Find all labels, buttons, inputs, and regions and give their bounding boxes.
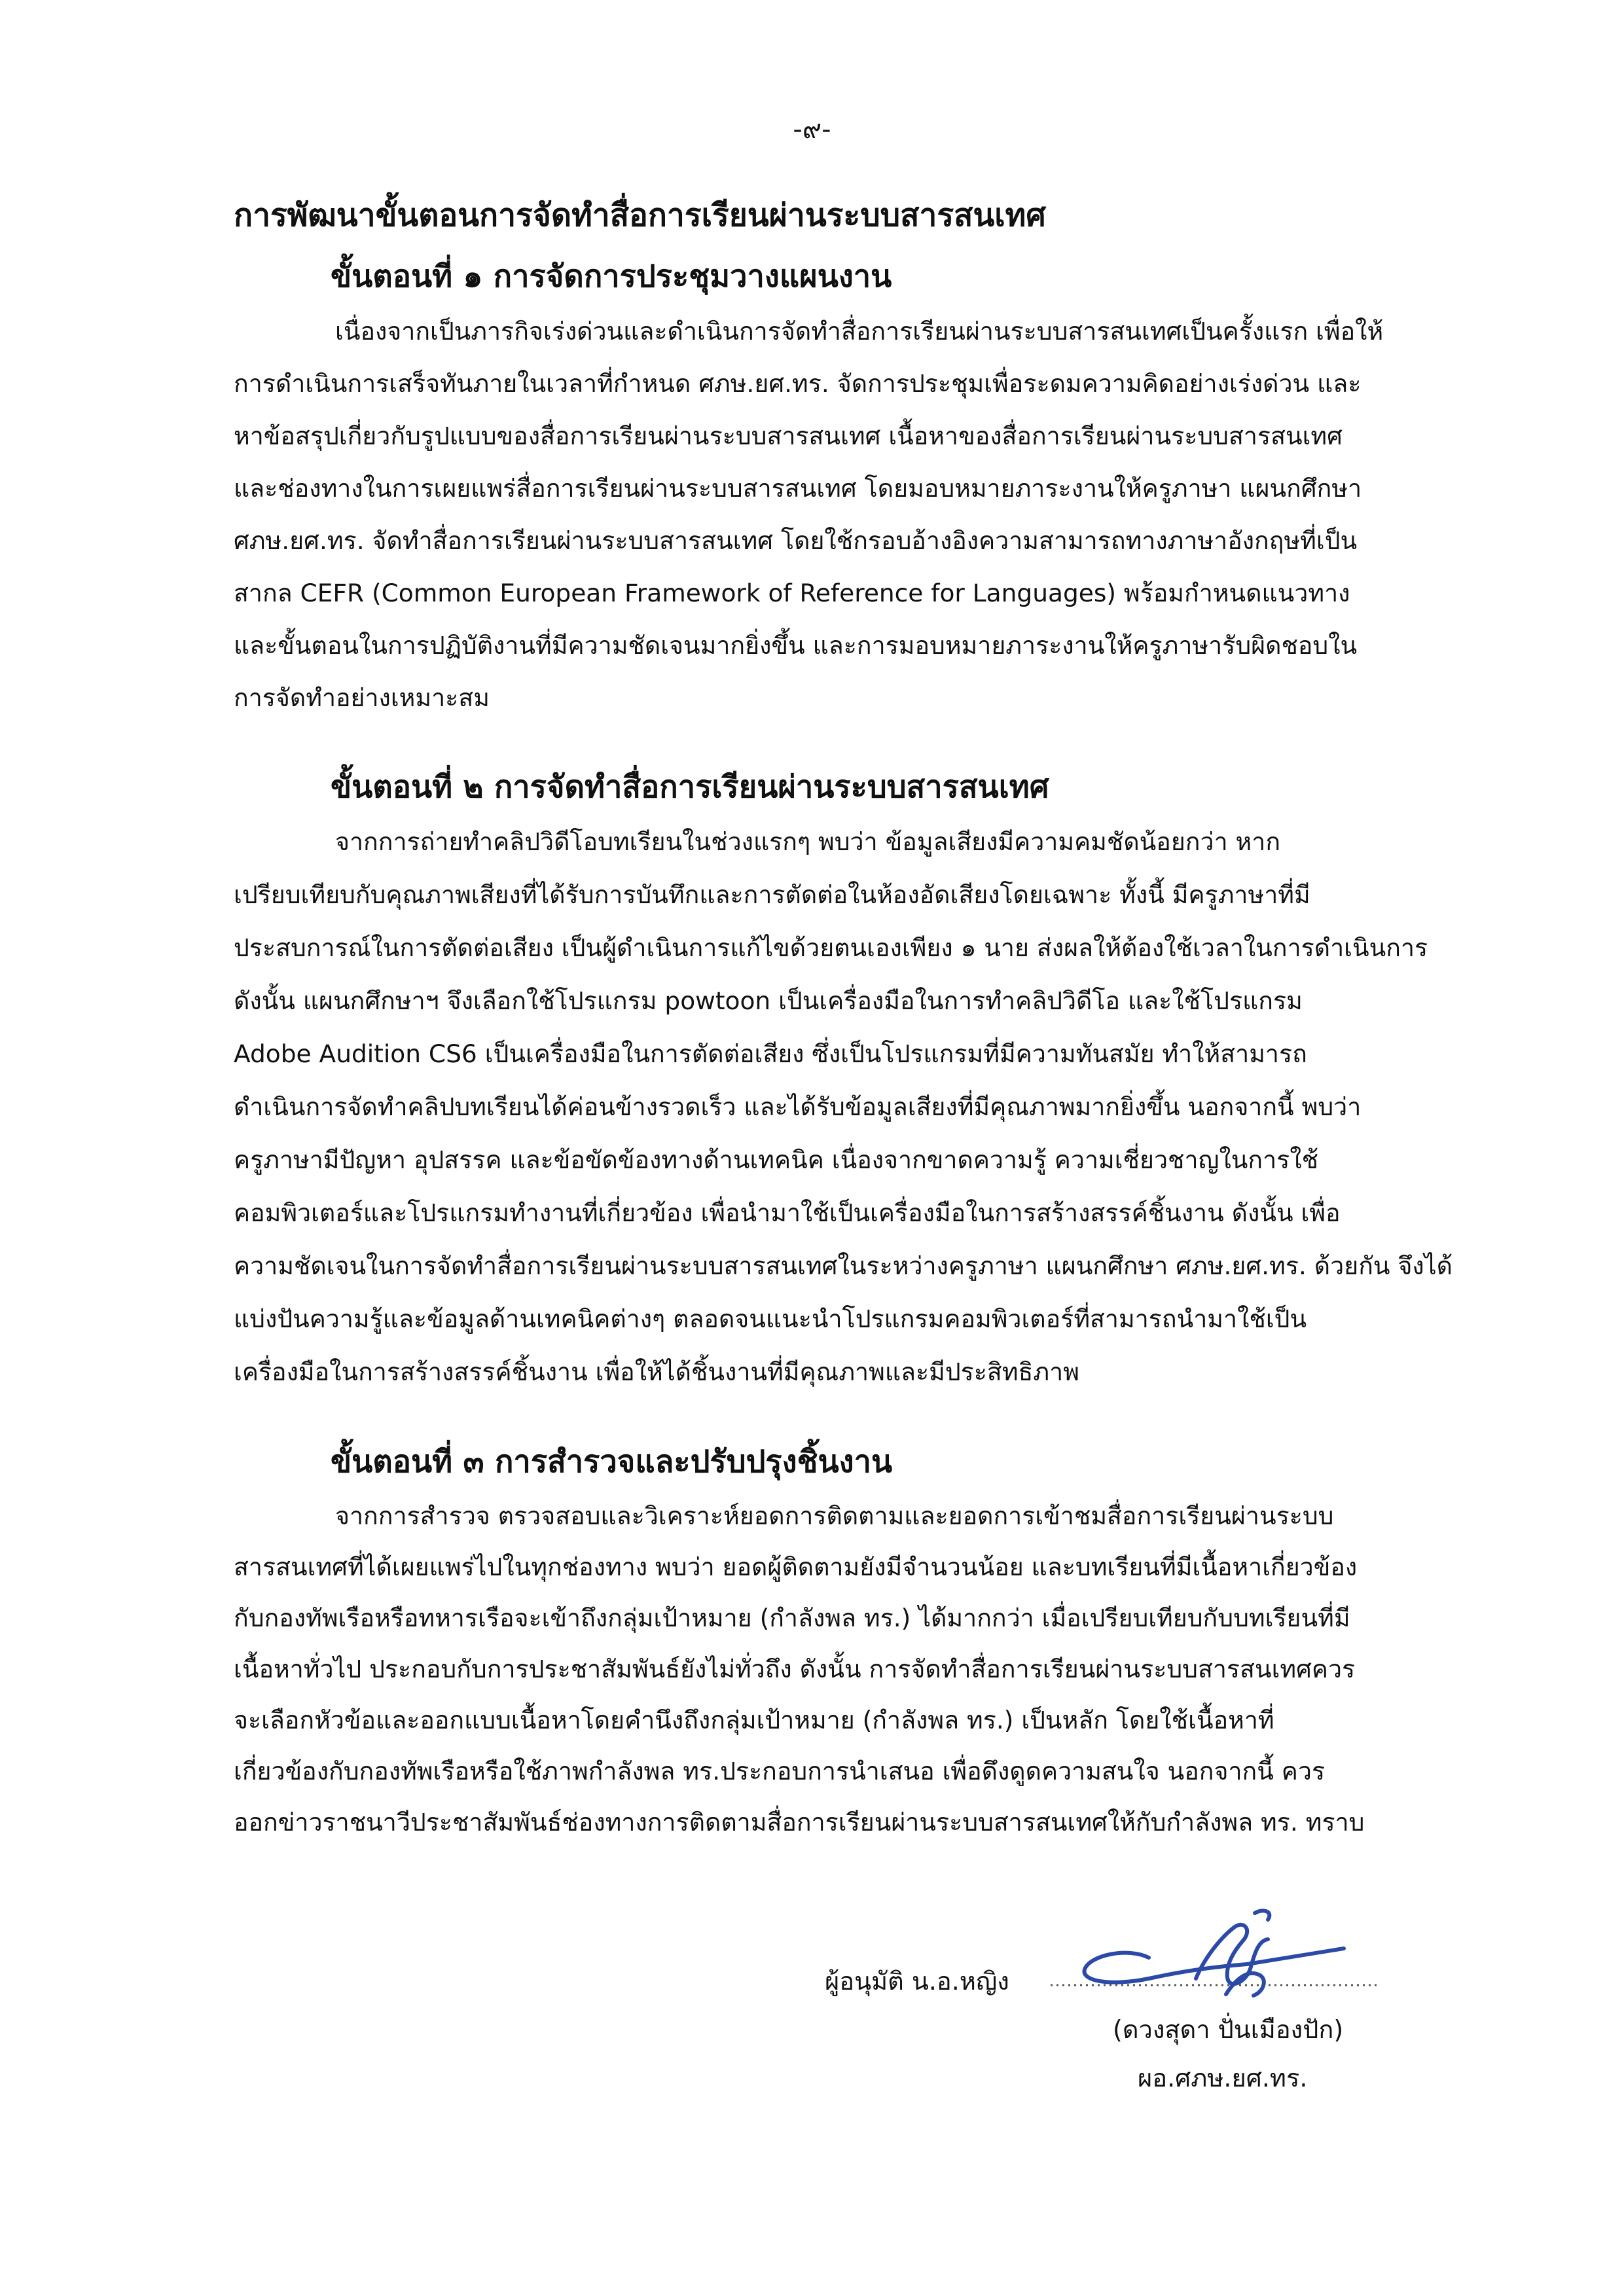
signer-name: (ดวงสุดา ปั่นเมืองปัก) [1113,2015,1344,2044]
paragraph-line: สากล CEFR (Common European Framework of Reference for Languages) พร้อมกำหนดแนวทาง [234,579,1350,607]
document-body [234,191,1490,1848]
section-step-2 [234,764,1490,1399]
signature-stroke [1247,1948,1344,1964]
paragraph-line: และขั้นตอนในการปฏิบัติงานที่มีความชัดเจนมากยิ่งขึ้น และการมอบหมายภาระงานให้ครูภาษารับผิดชอบใน [234,631,1358,660]
page-number: -๙- [793,115,831,145]
section-step-3 [234,1439,1490,1848]
section-heading: ขั้นตอนที่ ๒ การจัดทำสื่อการเรียนผ่านระบบสารสนเทศ [331,769,1049,805]
paragraph-line: จะเลือกหัวข้อและออกแบบเนื้อหาโดยคำนึงถึงกลุ่มเป้าหมาย (กำลังพล ทร.) เป็นหลัก โดยใช้เนื้อหาที่ [234,1706,1274,1734]
paragraph-line: ประสบการณ์ในการตัดต่อเสียง เป็นผู้ดำเนินการแก้ไขด้วยตนเองเพียง ๑ นาย ส่งผลให้ต้องใช้เวลาในการดำเนินการ [234,933,1428,962]
paragraph-line: ดังนั้น แผนกศึกษาฯ จึงเลือกใช้โปรแกรม powtoon เป็นเครื่องมือในการทำคลิปวิดีโอ และใช้โปรแกรม [234,986,1303,1015]
paragraph-line: คอมพิวเตอร์และโปรแกรมทำงานที่เกี่ยวข้อง เพื่อนำมาใช้เป็นเครื่องมือในการสร้างสรรค์ชิ้นงาน ดังนั้น เพื่อ [234,1198,1341,1227]
signature-stroke [1255,1910,1269,1920]
paragraph-line: เครื่องมือในการสร้างสรรค์ชิ้นงาน เพื่อให้ได้ชิ้นงานที่มีคุณภาพและมีประสิทธิภาพ [234,1357,1079,1386]
approver-label: ผู้อนุมัติ น.อ.หญิง [825,1967,1009,1996]
section-paragraph [234,305,1490,724]
paragraph-line: การดำเนินการเสร็จทันภายในเวลาที่กำหนด ศภษ.ยศ.ทร. จัดการประชุมเพื่อระดมความคิดอย่างเร่งด่วน และ [234,369,1362,398]
paragraph-line: การจัดทำอย่างเหมาะสม [234,683,490,712]
section-heading: ขั้นตอนที่ ๑ การจัดการประชุมวางแผนงาน [331,259,892,295]
signature-stroke [1084,1953,1247,1982]
section-paragraph [234,816,1490,1399]
paragraph-line: ศภษ.ยศ.ทร. จัดทำสื่อการเรียนผ่านระบบสารสนเทศ โดยใช้กรอบอ้างอิงความสามารถทางภาษาอังกฤษที่เป็น [234,526,1358,555]
section-step-1 [234,254,1490,724]
paragraph-line: ความชัดเจนในการจัดทำสื่อการเรียนผ่านระบบสารสนเทศในระหว่างครูภาษา แผนกศึกษา ศภษ.ยศ.ทร. ด้วยกัน จึงได้ [234,1251,1453,1280]
paragraph-line: เนื่องจากเป็นภารกิจเร่งด่วนและดำเนินการจัดทำสื่อการเรียนผ่านระบบสารสนเทศเป็นครั้งแรก เพื่อให้ [335,317,1384,346]
paragraph-line: แบ่งปันความรู้และข้อมูลด้านเทคนิคต่างๆ ตลอดจนแนะนำโปรแกรมคอมพิวเตอร์ที่สามารถนำมาใช้เป็น [234,1304,1307,1333]
paragraph-line: หาข้อสรุปเกี่ยวกับรูปแบบของสื่อการเรียนผ่านระบบสารสนเทศ เนื้อหาของสื่อการเรียนผ่านระบบสารสนเทศ [234,422,1343,450]
paragraph-line: ครูภาษามีปัญหา อุปสรรค และข้อขัดข้องทางด้านเทคนิค เนื่องจากขาดความรู้ ความเชี่ยวชาญในการใช้ [234,1145,1319,1174]
document-title: การพัฒนาขั้นตอนการจัดทำสื่อการเรียนผ่านระบบสารสนเทศ [234,197,1046,234]
handwritten-signature [1051,1901,1378,2013]
paragraph-line: กับกองทัพเรือหรือทหารเรือจะเข้าถึงกลุ่มเป้าหมาย (กำลังพล ทร.) ได้มากกว่า เมื่อเปรียบเทียบกับบทเรียนที่มี [234,1604,1350,1632]
paragraph-line: เนื้อหาทั่วไป ประกอบกับการประชาสัมพันธ์ยังไม่ทั่วถึง ดังนั้น การจัดทำสื่อการเรียนผ่านระบบสารสนเทศควร [234,1655,1356,1683]
section-paragraph [234,1490,1490,1848]
paragraph-line: จากการสำรวจ ตรวจสอบและวิเคราะห์ยอดการติดตามและยอดการเข้าชมสื่อการเรียนผ่านระบบ [335,1501,1334,1530]
paragraph-line: เกี่ยวข้องกับกองทัพเรือหรือใช้ภาพกำลังพล ทร.ประกอบการนำเสนอ เพื่อดึงดูดความสนใจ นอกจากนี้ ควร [234,1757,1326,1785]
approval-block [825,1901,1479,2137]
paragraph-line: สารสนเทศที่ได้เผยแพร่ไปในทุกช่องทาง พบว่า ยอดผู้ติดตามยังมีจำนวนน้อย และบทเรียนที่มีเนื้อหาเกี่ยวข้อง [234,1552,1358,1581]
paragraph-line: Adobe Audition CS6 เป็นเครื่องมือในการตัดต่อเสียง ซึ่งเป็นโปรแกรมที่มีความทันสมัย ทำให้สามารถ [234,1039,1307,1068]
signer-position: ผอ.ศภษ.ยศ.ทร. [1138,2064,1308,2092]
section-heading: ขั้นตอนที่ ๓ การสำรวจและปรับปรุงชิ้นงาน [331,1444,893,1480]
paragraph-line: ออกข่าวราชนาวีประชาสัมพันธ์ช่องทางการติดตามสื่อการเรียนผ่านระบบสารสนเทศให้กับกำลังพล ทร. ทราบ [234,1808,1365,1837]
paragraph-line: เปรียบเทียบกับคุณภาพเสียงที่ได้รับการบันทึกและการตัดต่อในห้องอัดเสียงโดยเฉพาะ ทั้งนี้ มีครูภาษาที่มี [234,880,1310,909]
paragraph-line: ดำเนินการจัดทำคลิปบทเรียนได้ค่อนข้างรวดเร็ว และได้รับข้อมูลเสียงที่มีคุณภาพมากยิ่งขึ้น นอกจากนี้ พบว่า [234,1092,1362,1121]
paragraph-line: และช่องทางในการเผยแพร่สื่อการเรียนผ่านระบบสารสนเทศ โดยมอบหมายภาระงานให้ครูภาษา แผนกศึกษา [234,474,1362,503]
paragraph-line: จากการถ่ายทำคลิปวิดีโอบทเรียนในช่วงแรกๆ พบว่า ข้อมูลเสียงมีความคมชัดน้อยกว่า หาก [335,827,1281,856]
